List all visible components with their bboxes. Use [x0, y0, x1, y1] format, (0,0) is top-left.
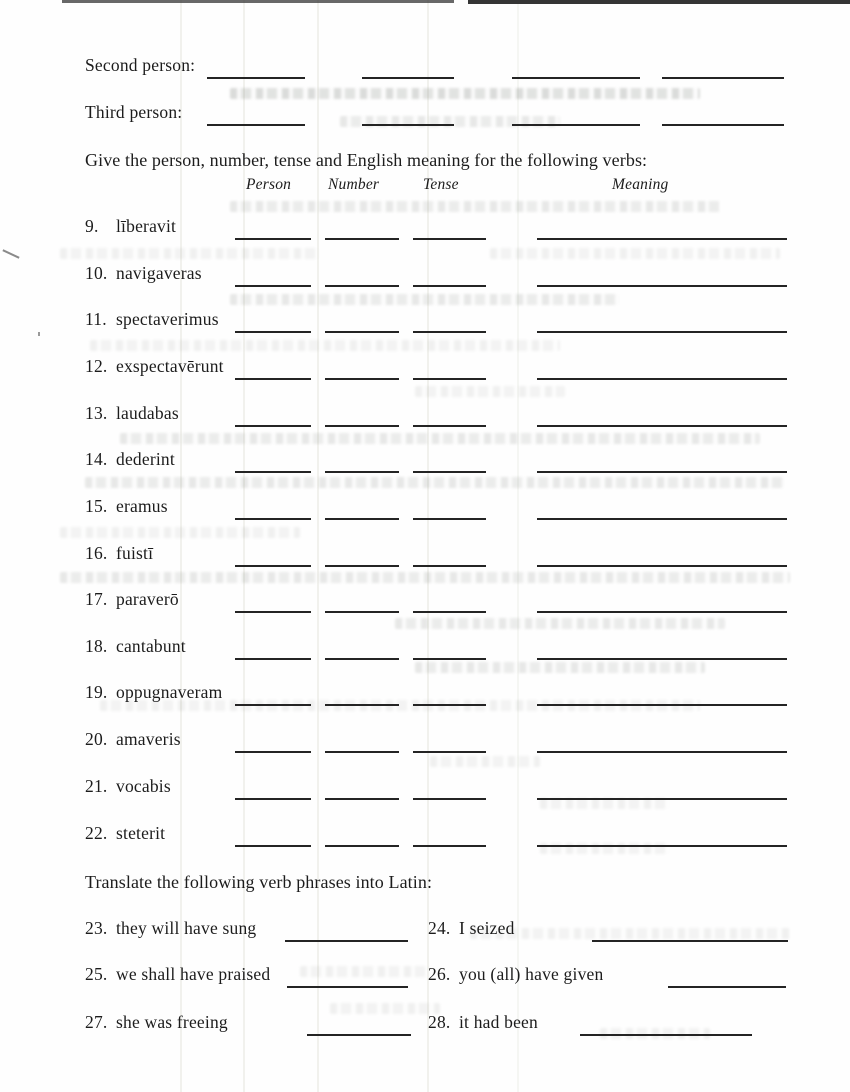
- translate-section-instruction: Translate the following verb phrases into Latin:: [85, 872, 433, 892]
- item-number: 21.: [85, 776, 108, 796]
- item-number: 22.: [85, 823, 108, 843]
- meaning-blank-line: [537, 729, 787, 753]
- verb-text: vocabis: [116, 776, 171, 796]
- meaning-blank-line: [537, 216, 787, 240]
- answer-blank-line: [512, 102, 640, 126]
- number-blank-line: [325, 543, 399, 567]
- person-blank-line: [235, 823, 311, 847]
- verb-row: [0, 350, 850, 380]
- phrase-label: [428, 918, 515, 939]
- person-blank-line: [235, 776, 311, 800]
- tense-blank-line: [413, 403, 486, 427]
- item-number: 9.: [85, 216, 99, 236]
- column-header-person: Person: [246, 176, 292, 193]
- verb-row: [0, 770, 850, 800]
- person-blank-line: [235, 729, 311, 753]
- number-blank-line: [325, 216, 399, 240]
- item-number: 24.: [428, 918, 451, 938]
- answer-blank-line: [287, 964, 408, 988]
- verb-text: cantabunt: [116, 636, 186, 656]
- tense-blank-line: [413, 543, 486, 567]
- third-person-label: Third person:: [85, 102, 183, 122]
- verb-label: [85, 216, 176, 237]
- number-blank-line: [325, 309, 399, 333]
- item-number: 12.: [85, 356, 108, 376]
- item-number: 25.: [85, 964, 108, 984]
- answer-blank-line: [362, 102, 454, 126]
- answer-blank-line: [285, 918, 408, 942]
- answer-blank-line: [207, 55, 305, 79]
- number-blank-line: [325, 263, 399, 287]
- verb-label: [85, 543, 153, 564]
- person-blank-line: [235, 636, 311, 660]
- bleedthrough-smudge: [395, 618, 725, 629]
- verb-text: steterit: [116, 823, 166, 843]
- person-blank-line: [235, 496, 311, 520]
- item-number: 27.: [85, 1012, 108, 1032]
- verb-row: [0, 537, 850, 567]
- item-number: 20.: [85, 729, 108, 749]
- verb-row: [0, 397, 850, 427]
- item-number: 16.: [85, 543, 108, 563]
- person-blank-line: [235, 216, 311, 240]
- meaning-blank-line: [537, 636, 787, 660]
- answer-blank-line: [580, 1012, 752, 1036]
- phrase-text: it had been: [459, 1012, 538, 1032]
- tense-blank-line: [413, 682, 486, 706]
- item-number: 10.: [85, 263, 108, 283]
- answer-blank-line: [662, 55, 784, 79]
- second-person-label: Second person:: [85, 55, 196, 75]
- verb-row: [0, 723, 850, 753]
- verb-label: [85, 309, 219, 330]
- verb-label: [85, 823, 165, 844]
- verb-row: [0, 630, 850, 660]
- verb-row: [0, 490, 850, 520]
- translate-row: [0, 1006, 850, 1036]
- answer-blank-line: [668, 964, 786, 988]
- verb-row: [0, 443, 850, 473]
- verb-text: eramus: [116, 496, 168, 516]
- phrase-label: [428, 1012, 538, 1033]
- answer-blank-line: [362, 55, 454, 79]
- phrase-label: [85, 964, 270, 985]
- person-blank-line: [235, 449, 311, 473]
- phrase-text: I seized: [459, 918, 515, 938]
- phrase-text: they will have sung: [116, 918, 257, 938]
- item-number: 11.: [85, 309, 107, 329]
- verb-text: navigaveras: [116, 263, 202, 283]
- item-number: 28.: [428, 1012, 451, 1032]
- meaning-blank-line: [537, 263, 787, 287]
- person-blank-line: [235, 682, 311, 706]
- number-blank-line: [325, 636, 399, 660]
- verb-label: [85, 729, 181, 750]
- phrase-text: you (all) have given: [459, 964, 604, 984]
- verb-label: [85, 496, 168, 517]
- bleedthrough-smudge: [60, 572, 790, 583]
- tense-blank-line: [413, 729, 486, 753]
- translate-row: [0, 912, 850, 942]
- meaning-blank-line: [537, 776, 787, 800]
- person-blank-line: [235, 309, 311, 333]
- meaning-blank-line: [537, 309, 787, 333]
- verb-label: [85, 403, 179, 424]
- item-number: 23.: [85, 918, 108, 938]
- item-number: 17.: [85, 589, 108, 609]
- verb-row: [0, 257, 850, 287]
- third-person-row: [0, 96, 850, 126]
- tense-blank-line: [413, 216, 486, 240]
- verb-text: fuistī: [116, 543, 154, 563]
- verb-text: laudabas: [116, 403, 179, 423]
- tense-blank-line: [413, 356, 486, 380]
- phrase-text: she was freeing: [116, 1012, 228, 1032]
- number-blank-line: [325, 589, 399, 613]
- item-number: 18.: [85, 636, 108, 656]
- tense-blank-line: [413, 776, 486, 800]
- translate-row: [0, 958, 850, 988]
- answer-blank-line: [592, 918, 788, 942]
- verb-label: [85, 682, 222, 703]
- column-header-number: Number: [328, 176, 380, 193]
- answer-blank-line: [662, 102, 784, 126]
- item-number: 19.: [85, 682, 108, 702]
- number-blank-line: [325, 356, 399, 380]
- item-number: 13.: [85, 403, 108, 423]
- verb-text: līberavit: [116, 216, 177, 236]
- verb-section-instruction: Give the person, number, tense and English meaning for the following verbs:: [85, 150, 648, 170]
- number-blank-line: [325, 729, 399, 753]
- item-number: 14.: [85, 449, 108, 469]
- person-blank-line: [235, 356, 311, 380]
- phrase-label: [85, 1012, 228, 1033]
- bleedthrough-smudge: [415, 386, 565, 397]
- verb-label: [85, 636, 186, 657]
- tense-blank-line: [413, 449, 486, 473]
- meaning-blank-line: [537, 543, 787, 567]
- verb-text: paraverō: [116, 589, 179, 609]
- verb-row: [0, 676, 850, 706]
- person-blank-line: [235, 263, 311, 287]
- answer-blank-line: [307, 1012, 411, 1036]
- verb-label: [85, 776, 171, 797]
- person-blank-line: [235, 403, 311, 427]
- column-header-tense: Tense: [423, 176, 459, 193]
- item-number: 15.: [85, 496, 108, 516]
- tense-blank-line: [413, 636, 486, 660]
- meaning-blank-line: [537, 356, 787, 380]
- verb-text: dederint: [116, 449, 175, 469]
- number-blank-line: [325, 682, 399, 706]
- verb-row: [0, 303, 850, 333]
- meaning-blank-line: [537, 589, 787, 613]
- verb-text: amaveris: [116, 729, 181, 749]
- phrase-label: [428, 964, 603, 985]
- meaning-blank-line: [537, 682, 787, 706]
- phrase-label: [85, 918, 256, 939]
- meaning-blank-line: [537, 496, 787, 520]
- item-number: 26.: [428, 964, 451, 984]
- bleedthrough-smudge: [415, 662, 705, 673]
- second-person-row: [0, 49, 850, 79]
- verb-label: [85, 589, 179, 610]
- tense-blank-line: [413, 309, 486, 333]
- phrase-text: we shall have praised: [116, 964, 271, 984]
- tense-blank-line: [413, 263, 486, 287]
- bleedthrough-smudge: [430, 756, 540, 767]
- bleedthrough-smudge: [85, 477, 785, 488]
- person-blank-line: [235, 589, 311, 613]
- verb-label: [85, 263, 202, 284]
- scan-edge-line: [62, 0, 454, 3]
- meaning-blank-line: [537, 403, 787, 427]
- tense-blank-line: [413, 589, 486, 613]
- verb-text: exspectavērunt: [116, 356, 224, 376]
- meaning-blank-line: [537, 823, 787, 847]
- number-blank-line: [325, 496, 399, 520]
- answer-blank-line: [207, 102, 305, 126]
- verb-row: [0, 817, 850, 847]
- verb-label: [85, 356, 224, 377]
- number-blank-line: [325, 403, 399, 427]
- verb-label: [85, 449, 175, 470]
- answer-blank-line: [512, 55, 640, 79]
- verb-row: [0, 583, 850, 613]
- verb-text: spectaverimus: [116, 309, 219, 329]
- verb-row: [0, 210, 850, 240]
- person-blank-line: [235, 543, 311, 567]
- verb-text: oppugnaveram: [116, 682, 223, 702]
- number-blank-line: [325, 776, 399, 800]
- column-header-meaning: Meaning: [612, 176, 669, 193]
- number-blank-line: [325, 823, 399, 847]
- scan-edge-line: [468, 0, 850, 4]
- tense-blank-line: [413, 823, 486, 847]
- tense-blank-line: [413, 496, 486, 520]
- number-blank-line: [325, 449, 399, 473]
- meaning-blank-line: [537, 449, 787, 473]
